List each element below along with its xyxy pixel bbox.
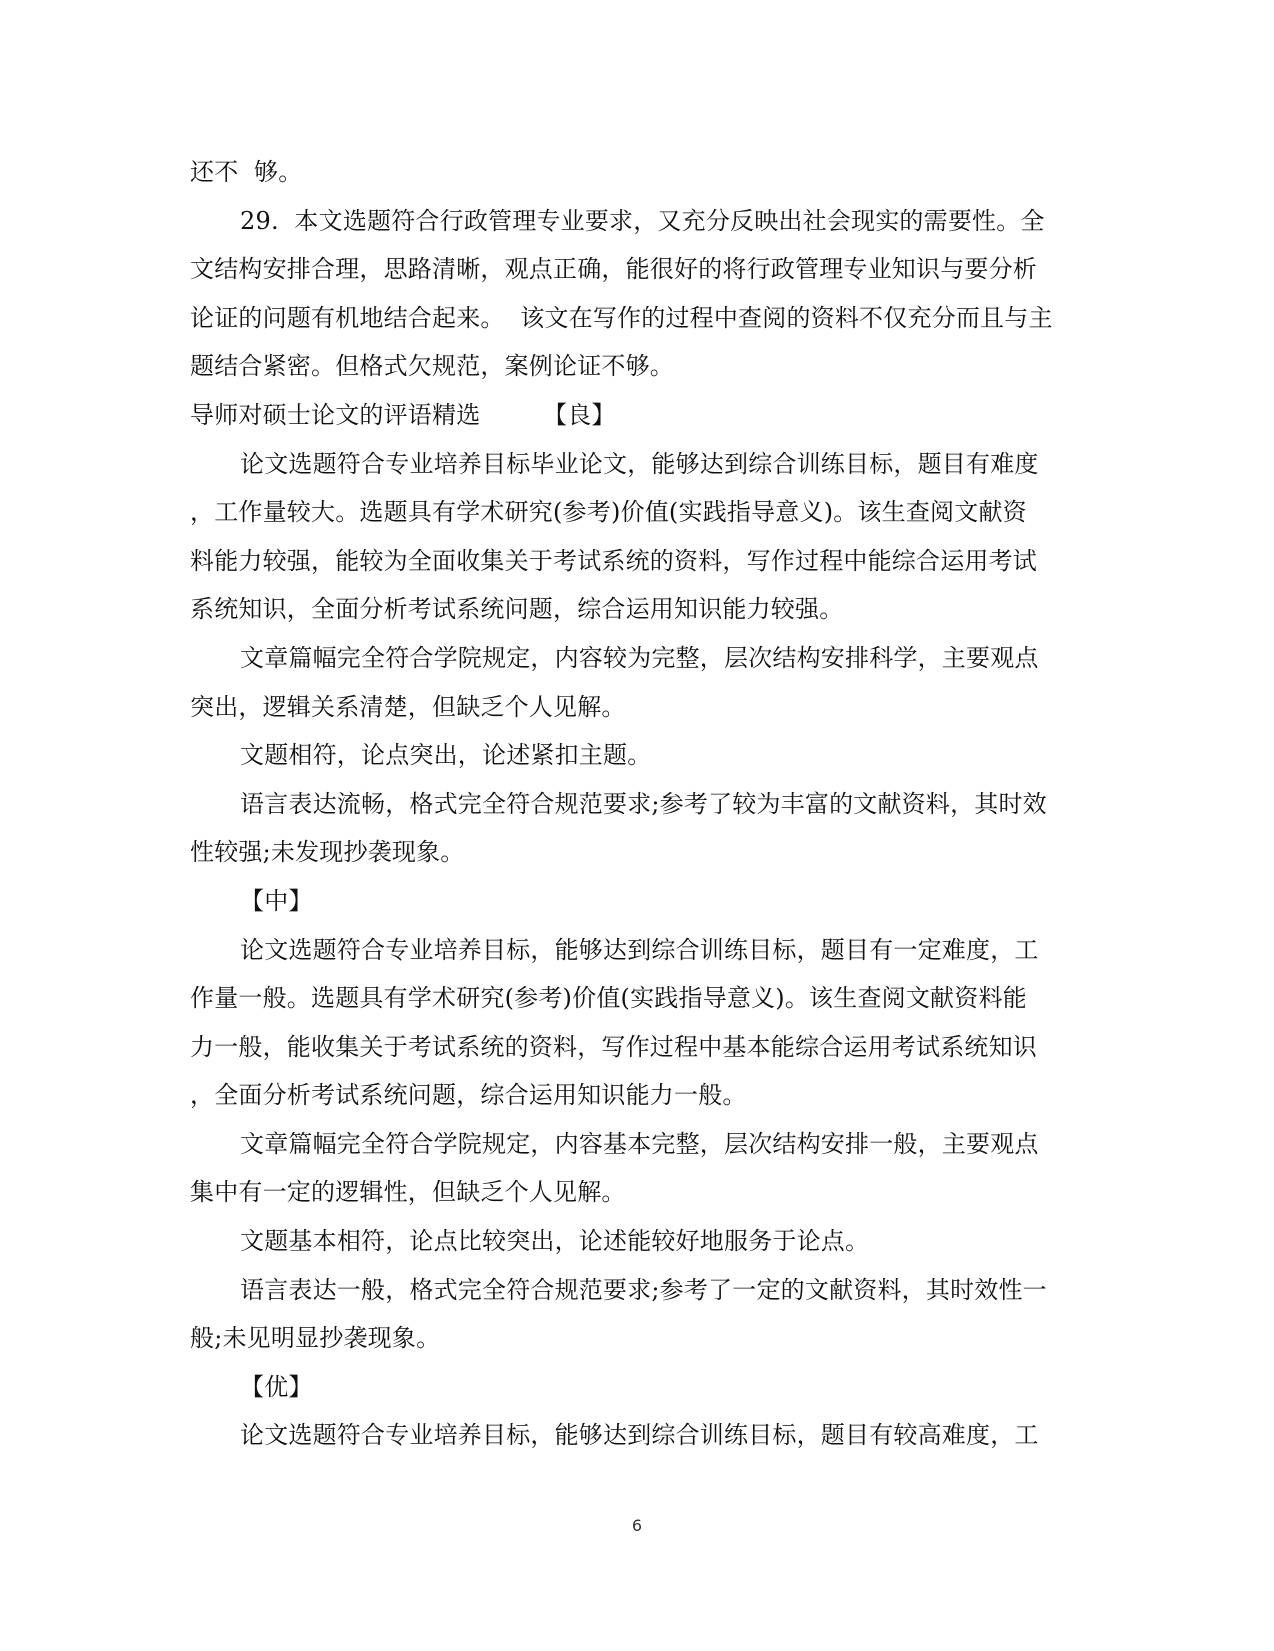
page-number: 6 [631, 1516, 643, 1535]
text-line: ，全面分析考试系统问题，综合运用知识能力一般。 [190, 1081, 747, 1110]
text-line: 还不 够。 [190, 158, 303, 186]
text-line: 论证的问题有机地结合起来。 该文在写作的过程中查阅的资料不仅充分而且与主 [190, 303, 1053, 332]
text-line: 语言表达流畅，格式完全符合规范要求;参考了较为丰富的文献资料，其时效 [240, 789, 1047, 818]
text-line: 般;未见明显抄袭现象。 [190, 1324, 441, 1353]
text-line: 突出，逻辑关系清楚，但缺乏个人见解。 [190, 692, 626, 721]
text-line: 料能力较强，能较为全面收集关于考试系统的资料，写作过程中能综合运用考试 [190, 546, 1037, 575]
text-line: 作量一般。选题具有学术研究(参考)价值(实践指导意义)。该生查阅文献资料能 [190, 984, 1027, 1013]
text-line: 集中有一定的逻辑性，但缺乏个人见解。 [190, 1178, 626, 1207]
text-line: 论文选题符合专业培养目标，能够达到综合训练目标，题目有一定难度，工 [240, 935, 1039, 964]
grade-heading-excellent: 【优】 [240, 1372, 313, 1401]
text-line: 语言表达一般，格式完全符合规范要求;参考了一定的文献资料，其时效性一 [240, 1275, 1047, 1304]
text-line: 29. 本文选题符合行政管理专业要求，又充分反映出社会现实的需要性。全 [240, 206, 1045, 235]
section-heading: 导师对硕士论文的评语精选 【良】 [190, 400, 616, 429]
text-line: 文结构安排合理，思路清晰，观点正确，能很好的将行政管理专业知识与要分析 [190, 255, 1037, 284]
grade-heading-medium: 【中】 [240, 886, 313, 915]
text-line: 论文选题符合专业培养目标毕业论文，能够达到综合训练目标，题目有难度 [240, 449, 1039, 478]
text-line: 系统知识，全面分析考试系统问题，综合运用知识能力较强。 [190, 595, 844, 624]
text-line: 文题相符，论点突出，论述紧扣主题。 [240, 741, 652, 770]
document-body [190, 148, 1080, 1460]
text-line: 性较强;未发现抄袭现象。 [190, 838, 465, 867]
text-line: 文题基本相符，论点比较突出，论述能较好地服务于论点。 [240, 1227, 870, 1256]
text-line: 题结合紧密。但格式欠规范，案例论证不够。 [190, 352, 674, 381]
text-line: 力一般，能收集关于考试系统的资料，写作过程中基本能综合运用考试系统知识 [190, 1032, 1037, 1061]
text-line: 论文选题符合专业培养目标，能够达到综合训练目标，题目有较高难度，工 [240, 1421, 1039, 1450]
text-line: ，工作量较大。选题具有学术研究(参考)价值(实践指导意义)。该生查阅文献资 [190, 498, 1027, 527]
text-line: 文章篇幅完全符合学院规定，内容基本完整，层次结构安排一般，主要观点 [240, 1129, 1039, 1158]
text-line: 文章篇幅完全符合学院规定，内容较为完整，层次结构安排科学，主要观点 [240, 643, 1039, 672]
